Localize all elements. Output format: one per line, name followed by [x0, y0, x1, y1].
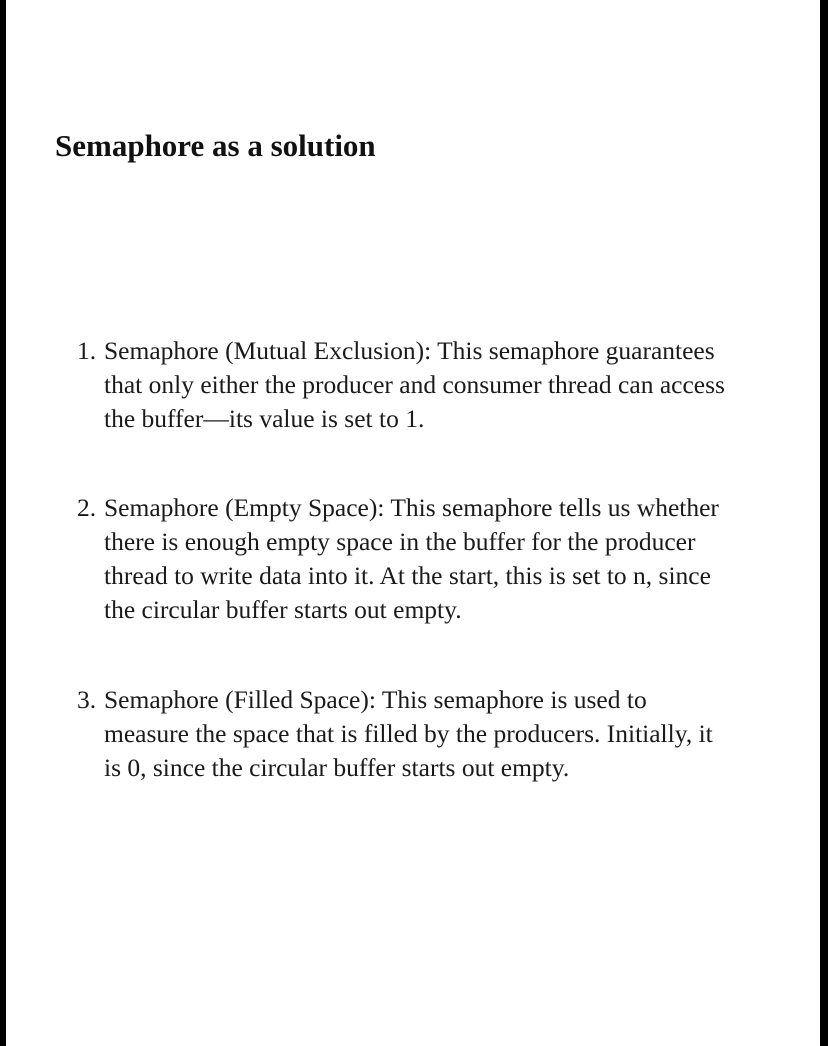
list-item-text: Semaphore (Filled Space): This semaphore is used to measure the space that is filled by the producers. Initially, it is 0, since the circular buffer starts out empty.	[104, 685, 713, 782]
list-item-text: Semaphore (Mutual Exclusion): This semaphore guarantees that only either the producer and consumer thread can access the buffer—its value is set to 1.	[104, 336, 725, 433]
list-item-text: Semaphore (Empty Space): This semaphore tells us whether there is enough empty space in the buffer for the producer thread to write data into it. At the start, this is set to n, since the circular buffer starts out empty.	[104, 493, 719, 624]
list-item-number: 3.	[77, 685, 97, 714]
list-item	[77, 491, 777, 627]
list-item-number: 2.	[77, 493, 97, 522]
list-item	[77, 334, 777, 436]
page-title: Semaphore as a solution	[55, 128, 376, 163]
list-item	[77, 683, 777, 785]
list-item-number: 1.	[77, 336, 97, 365]
document-page	[6, 0, 820, 1046]
